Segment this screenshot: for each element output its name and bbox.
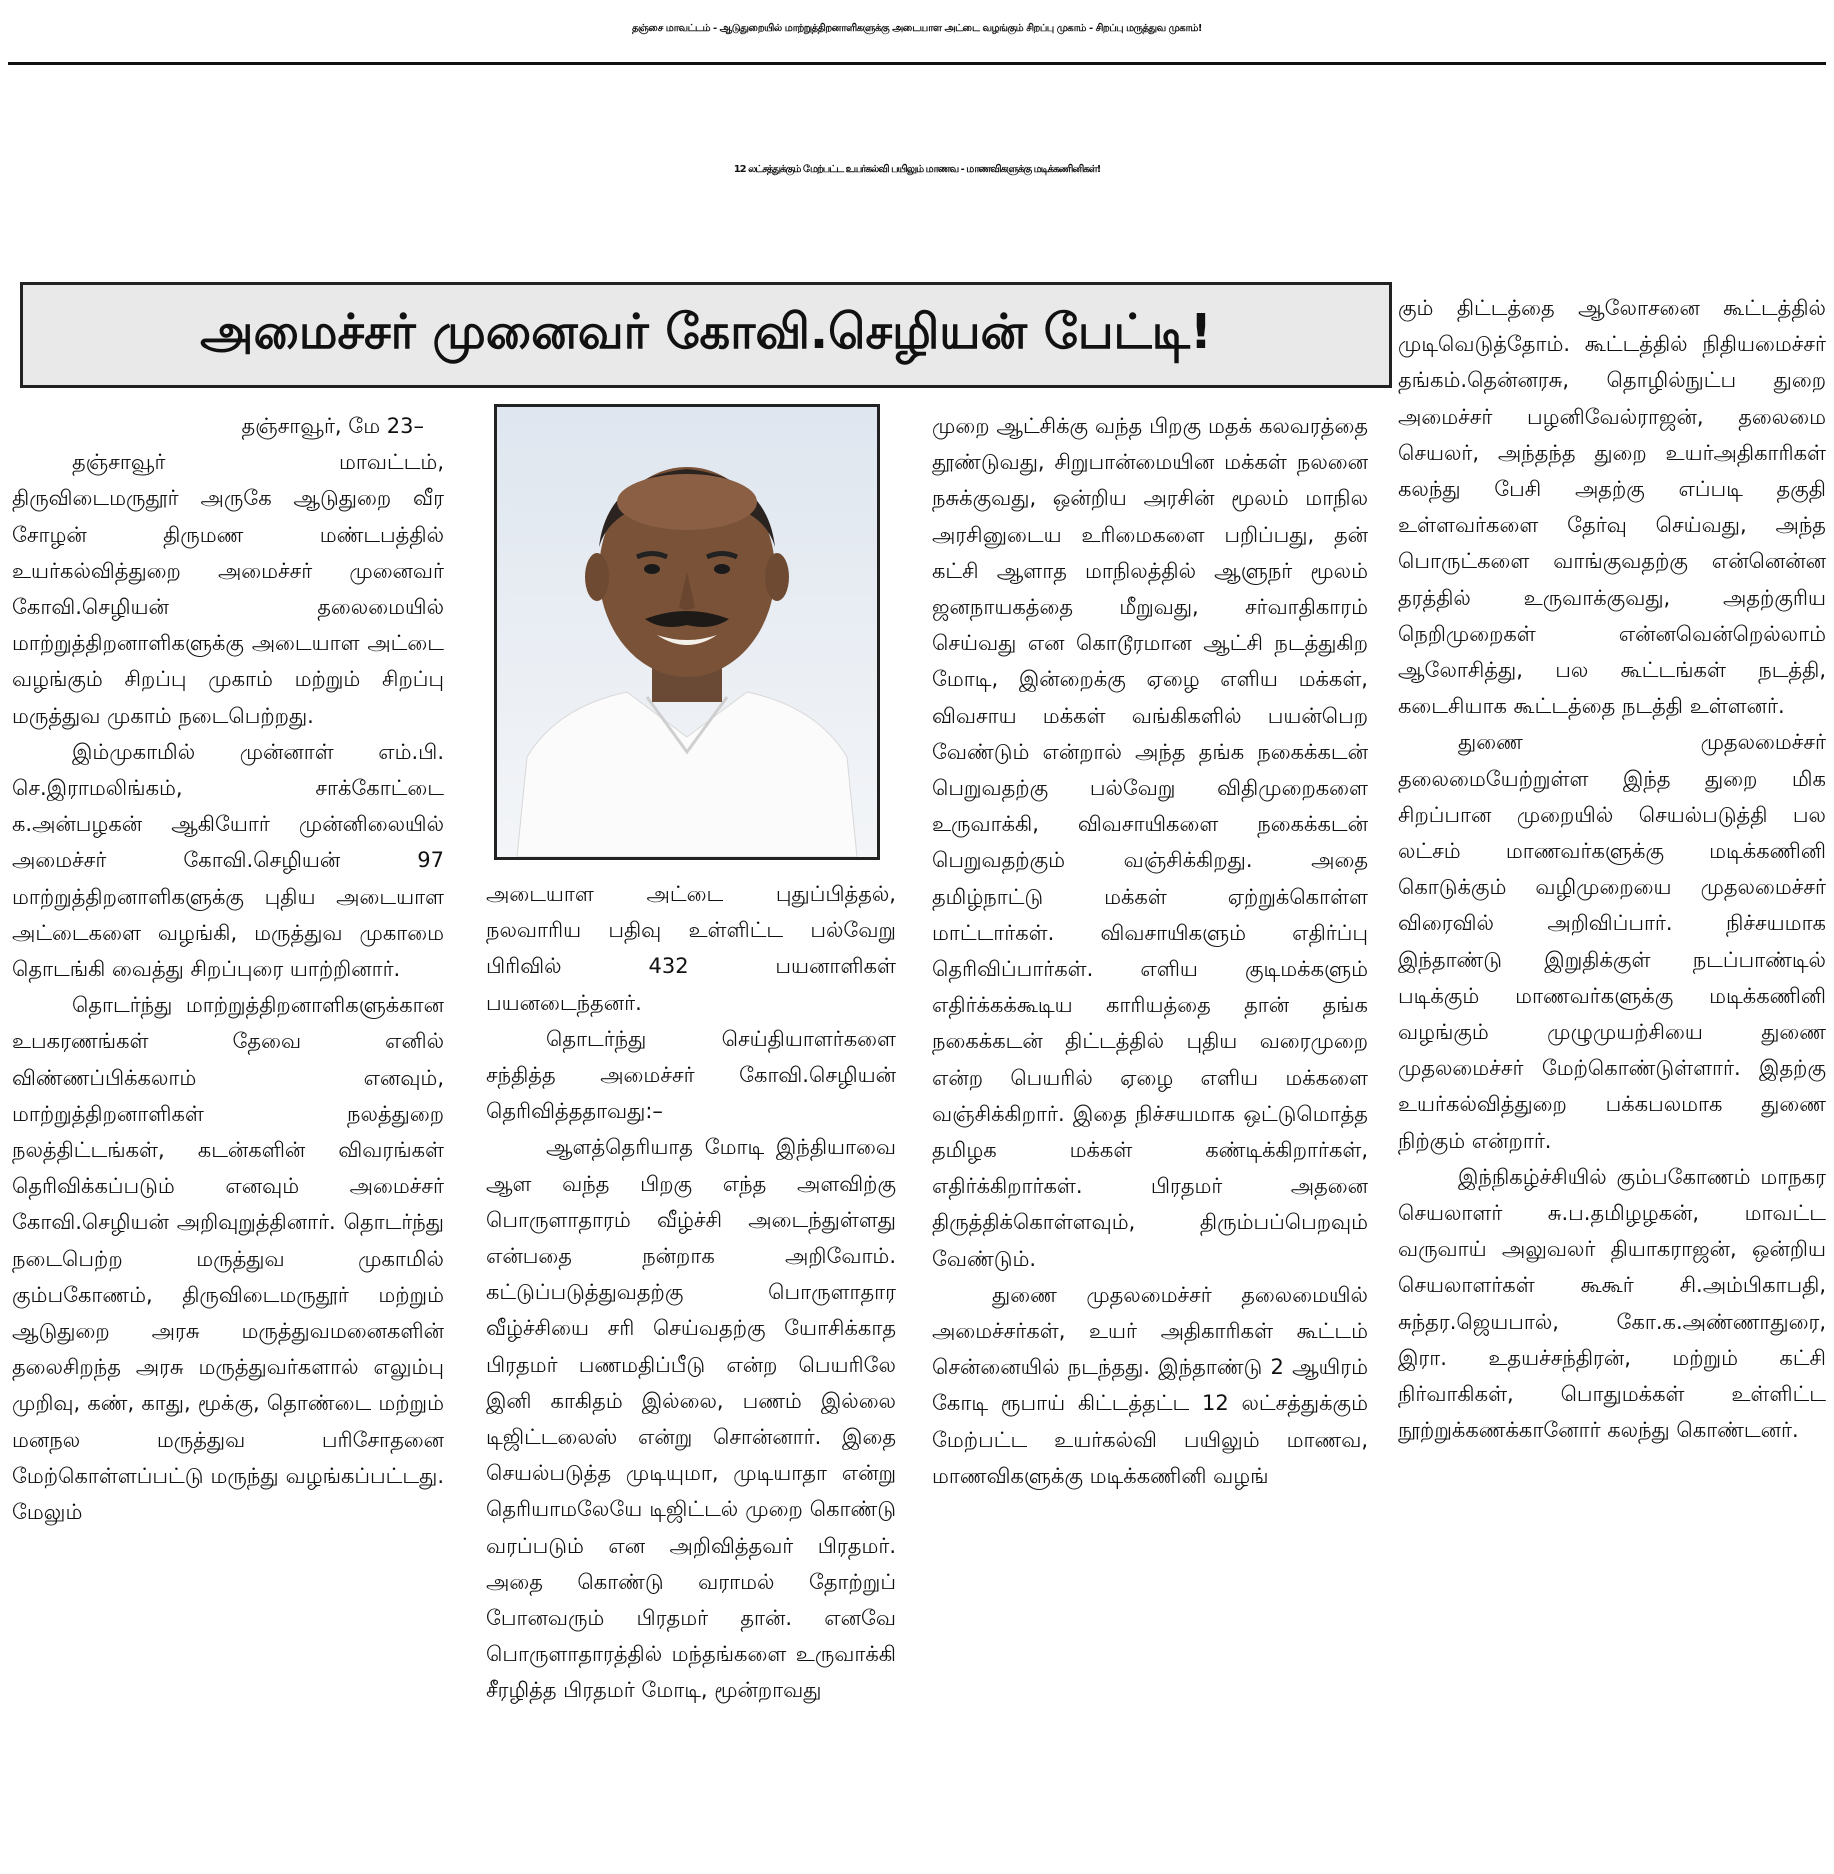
- paragraph: அடையாள அட்டை புதுப்பித்தல், நலவாரிய பதிவு உள்ளிட்ட பல்வேறு பிரிவில் 432 பயனாளிகள் பயனடைந்தனர்.: [486, 882, 896, 1015]
- subheadline-box: [20, 282, 1392, 388]
- paragraph: துணை முதலமைச்சர் தலைமையேற்றுள்ள இந்த துறை மிக சிறப்பான முறையில் செயல்படுத்தி பல லட்சம் மாணவர்களுக்கு மடிக்கணினி கொடுக்கும் வழிமுறையை முதலமைச்சர் விரைவில் அறிவிப்பார். நிச்சயமாக இந்தாண்டு இறுதிக்குள் நடப்பாண்டில் படிக்கும் மாணவர்களுக்கு மடிக்கணினி வழங்கும் முழுமுயற்சியை துணை முதலமைச்சர் மேற்கொண்டுள்ளார். இதற்கு உயர்கல்வித்துறை பக்கபலமாக துணை நிற்கும் என்றார்.: [1398, 730, 1826, 1153]
- paragraph: தொடர்ந்து மாற்றுத்திறனாளிகளுக்கான உபகரணங்கள் தேவை எனில் விண்ணப்பிக்கலாம் எனவும், மாற்றுத்திறனாளிகள் நலத்துறை நலத்திட்டங்கள், கடன்களின் விவரங்கள் தெரிவிக்கப்படும் எனவும் அமைச்சர் கோவி.செழியன் அறிவுறுத்தினார். தொடர்ந்து நடைபெற்ற மருத்துவ முகாமில் கும்பகோணம், திருவிடைமருதூர் மற்றும் ஆடுதுறை அரசு மருத்துவமனைகளின் தலைசிறந்த அரசு மருத்துவர்களால் எலும்பு முறிவு, கண், காது, மூக்கு, தொண்டை மற்றும் மனநல மருத்துவ பரிசோதனை மேற்கொள்ளப்பட்டு மருந்து வழங்கப்பட்டது. மேலும்: [12, 993, 444, 1525]
- kicker-headline: தஞ்சை மாவட்டம் - ஆடுதுறையில் மாற்றுத்திறனாளிகளுக்கு அடையாள அட்டை வழங்கும் சிறப்பு முகாம் - சிறப்பு மருத்துவ முகாம்!: [632, 23, 1202, 34]
- article-column-4: [1398, 290, 1826, 1449]
- article-column-1: [12, 408, 444, 1530]
- paragraph: இம்முகாமில் முன்னாள் எம்.பி. செ.இராமலிங்கம், சாக்கோட்டை க.அன்பழகன் ஆகியோர் முன்னிலையில் அமைச்சர் கோவி.செழியன் 97 மாற்றுத்திறனாளிகளுக்கு புதிய அடையாள அட்டைகளை வழங்கி, மருத்துவ முகாமை தொடங்கி வைத்து சிறப்புரை யாற்றினார்.: [12, 739, 444, 982]
- minister-photo: [494, 404, 880, 860]
- dateline: தஞ்சாவூர், மே 23–: [241, 414, 424, 438]
- article-column-3: [932, 408, 1368, 1494]
- paragraph: தொடர்ந்து செய்தியாளர்களை சந்தித்த அமைச்சர் கோவி.செழியன் தெரிவித்ததாவது:–: [486, 1026, 896, 1124]
- paragraph: துணை முதலமைச்சர் தலைமையில் அமைச்சர்கள், உயர் அதிகாரிகள் கூட்டம் சென்னையில் நடந்தது. இந்தாண்டு 2 ஆயிரம் கோடி ரூபாய் கிட்டத்தட்ட 12 லட்சத்துக்கும் மேற்பட்ட உயர்கல்வி பயிலும் மாணவ, மாணவிகளுக்கு மடிக்கணினி வழங்: [932, 1282, 1368, 1488]
- main-headline: 12 லட்சத்துக்கும் மேற்பட்ட உயர்கல்வி பயிலும் மாணவ - மாணவிகளுக்கு மடிக்கணினிகள்!: [733, 164, 1101, 175]
- article-column-2: [486, 876, 896, 1709]
- divider-rule: [8, 62, 1826, 65]
- paragraph: கும் திட்டத்தை ஆலோசனை கூட்டத்தில் முடிவெடுத்தோம். கூட்டத்தில் நிதியமைச்சர் தங்கம்.தென்னரசு, தொழில்நுட்ப துறை அமைச்சர் பழனிவேல்ராஜன், தலைமை செயலர், அந்தந்த துறை உயர்அதிகாரிகள் கலந்து பேசி அதற்கு எப்படி தகுதி உள்ளவர்களை தேர்வு செய்வது, அந்த பொருட்களை வாங்குவதற்கு என்னென்ன தரத்தில் உருவாக்குவது, அதற்குரிய நெறிமுறைகள் என்னவென்றெல்லாம் ஆலோசித்து, பல கூட்டங்கள் நடத்தி, கடைசியாக கூட்டத்தை நடத்தி உள்ளனர்.: [1398, 296, 1826, 719]
- paragraph: ஆளத்தெரியாத மோடி இந்தியாவை ஆள வந்த பிறகு எந்த அளவிற்கு பொருளாதாரம் வீழ்ச்சி அடைந்துள்ளது என்பதை நன்றாக அறிவோம். கட்டுப்படுத்துவதற்கு பொருளாதார வீழ்ச்சியை சரி செய்வதற்கு யோசிக்காத பிரதமர் பணமதிப்பீடு என்ற பெயரிலே இனி காகிதம் இல்லை, பணம் இல்லை டிஜிட்டலைஸ் என்று சொன்னார். இதை செயல்படுத்த முடியுமா, முடியாதா என்று தெரியாமலேயே டிஜிட்டல் முறை கொண்டு வரப்படும் என அறிவித்தவர் பிரதமர். அதை கொண்டு வராமல் தோற்றுப் போனவரும் பிரதமர் தான். எனவே பொருளாதாரத்தில் மந்தங்களை உருவாக்கி சீரழித்த பிரதமர் மோடி, மூன்றாவது: [486, 1135, 896, 1703]
- paragraph: தஞ்சாவூர் மாவட்டம், திருவிடைமருதூர் அருகே ஆடுதுறை வீர சோழன் திருமண மண்டபத்தில் உயர்கல்வித்துறை அமைச்சர் முனைவர் கோவி.செழியன் தலைமையில் மாற்றுத்திறனாளிகளுக்கு அடையாள அட்டை வழங்கும் சிறப்பு முகாம் மற்றும் சிறப்பு மருத்துவ முகாம் நடைபெற்றது.: [12, 450, 444, 728]
- paragraph: இந்நிகழ்ச்சியில் கும்பகோணம் மாநகர செயலாளர் சு.ப.தமிழழகன், மாவட்ட வருவாய் அலுவலர் தியாகராஜன், ஒன்றிய செயலாளர்கள் கூகூர் சி.அம்பிகாபதி, சுந்தர.ஜெயபால், கோ.க.அண்ணாதுரை, இரா. உதயச்சந்திரன், மற்றும் கட்சி நிர்வாகிகள், பொதுமக்கள் உள்ளிட்ட நூற்றுக்கணக்கானோர் கலந்து கொண்டனர்.: [1398, 1164, 1826, 1443]
- paragraph: முறை ஆட்சிக்கு வந்த பிறகு மதக் கலவரத்தை தூண்டுவது, சிறுபான்மையின மக்கள் நலனை நசுக்குவது, ஒன்றிய அரசின் மூலம் மாநில அரசினுடைய உரிமைகளை பறிப்பது, தன் கட்சி ஆளாத மாநிலத்தில் ஆளுநர் மூலம் ஜனநாயகத்தை மீறுவது, சர்வாதிகாரம் செய்வது என கொடூரமான ஆட்சி நடத்துகிற மோடி, இன்றைக்கு ஏழை எளிய மக்கள், விவசாய மக்கள் வங்கிகளில் பயன்பெற வேண்டும் என்றால் அந்த தங்க நகைக்கடன் பெறுவதற்கு பல்வேறு விதிமுறைகளை உருவாக்கி, விவசாயிகளை நகைக்கடன் பெறுவதற்கும் வஞ்சிக்கிறது. அதை தமிழ்நாட்டு மக்கள் ஏற்றுக்கொள்ள மாட்டார்கள். விவசாயிகளும் எதிர்ப்பு தெரிவிப்பார்கள். எளிய குடிமக்களும் எதிர்க்கக்கூடிய காரியத்தை தான் தங்க நகைக்கடன் திட்டத்தில் புதிய வரைமுறை என்ற பெயரில் ஏழை எளிய மக்களை வஞ்சிக்கிறார். இதை நிச்சயமாக ஒட்டுமொத்த தமிழக மக்கள் கண்டிக்கிறார்கள், எதிர்க்கிறார்கள். பிரதமர் அதனை திருத்திக்கொள்ளவும், திரும்பப்பெறவும் வேண்டும்.: [932, 414, 1368, 1271]
- subheadline: அமைச்சர் முனைவர் கோவி.செழியன் பேட்டி!: [200, 304, 1212, 360]
- portrait-illustration: [497, 407, 877, 857]
